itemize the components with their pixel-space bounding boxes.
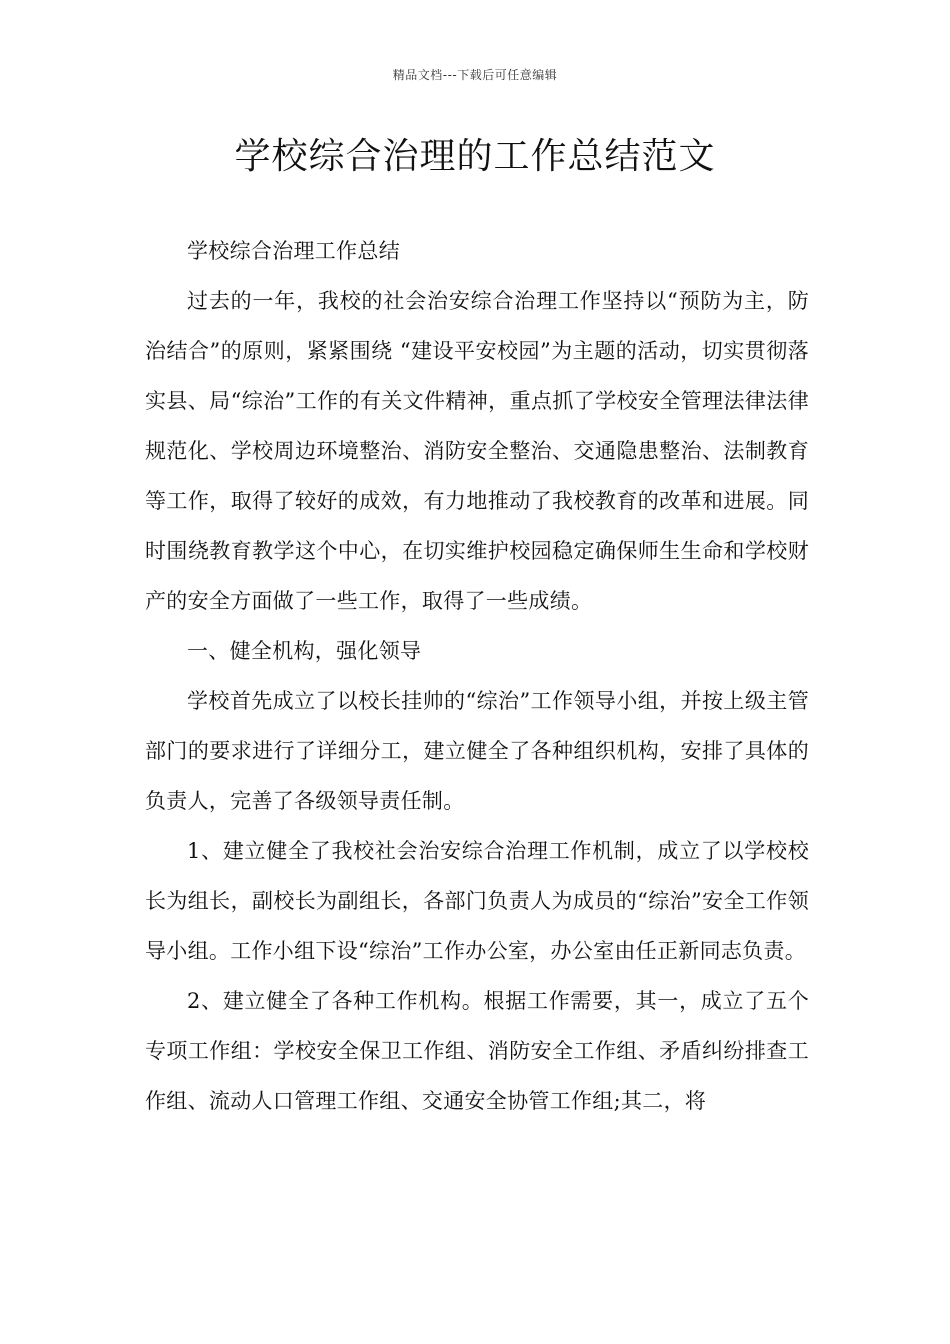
document-title: 学校综合治理的工作总结范文 bbox=[234, 136, 716, 177]
section-heading-1: 一、健全机构，强化领导 bbox=[187, 639, 422, 663]
paragraph-section-1: 学校首先成立了以校长挂帅的“综治”工作领导小组，并按上级主管部门的要求进行了详细分工，建立健全了各种组织机构，安排了具体的负责人，完善了各级领导责任制。 bbox=[145, 689, 809, 813]
header-watermark: 精品文档---下载后可任意编辑 bbox=[392, 68, 558, 82]
paragraph-intro: 过去的一年，我校的社会治安综合治理工作坚持以“预防为主，防治结合”的原则，紧紧围绕 “建设平安校园”为主题的活动，切实贯彻落实县、局“综治”工作的有关文件精神，重点抓了学校安全管理法律法律规范化、学校周边环境整治、消防安全整治、交通隐患整治、法制教育等工作，取得了较好的成效，有力地推动了我校教育的改革和进展。同时围绕教育教学这个中心，在切实维护校园稳定确保师生生命和学校财产的安全方面做了一些工作，取得了一些成绩。 bbox=[145, 289, 809, 613]
document-body bbox=[145, 226, 809, 1126]
paragraph-item-1: 1、建立健全了我校社会治安综合治理工作机制，成立了以学校校长为组长，副校长为副组长，各部门负责人为成员的“综治”安全工作领导小组。工作小组下设“综治”工作办公室，办公室由任正新同志负责。 bbox=[145, 839, 809, 963]
paragraph-subtitle: 学校综合治理工作总结 bbox=[187, 239, 400, 263]
paragraph-item-2: 2、建立健全了各种工作机构。根据工作需要，其一，成立了五个专项工作组：学校安全保卫工作组、消防安全工作组、矛盾纠纷排查工作组、流动人口管理工作组、交通安全协管工作组;其二，将 bbox=[145, 989, 809, 1113]
